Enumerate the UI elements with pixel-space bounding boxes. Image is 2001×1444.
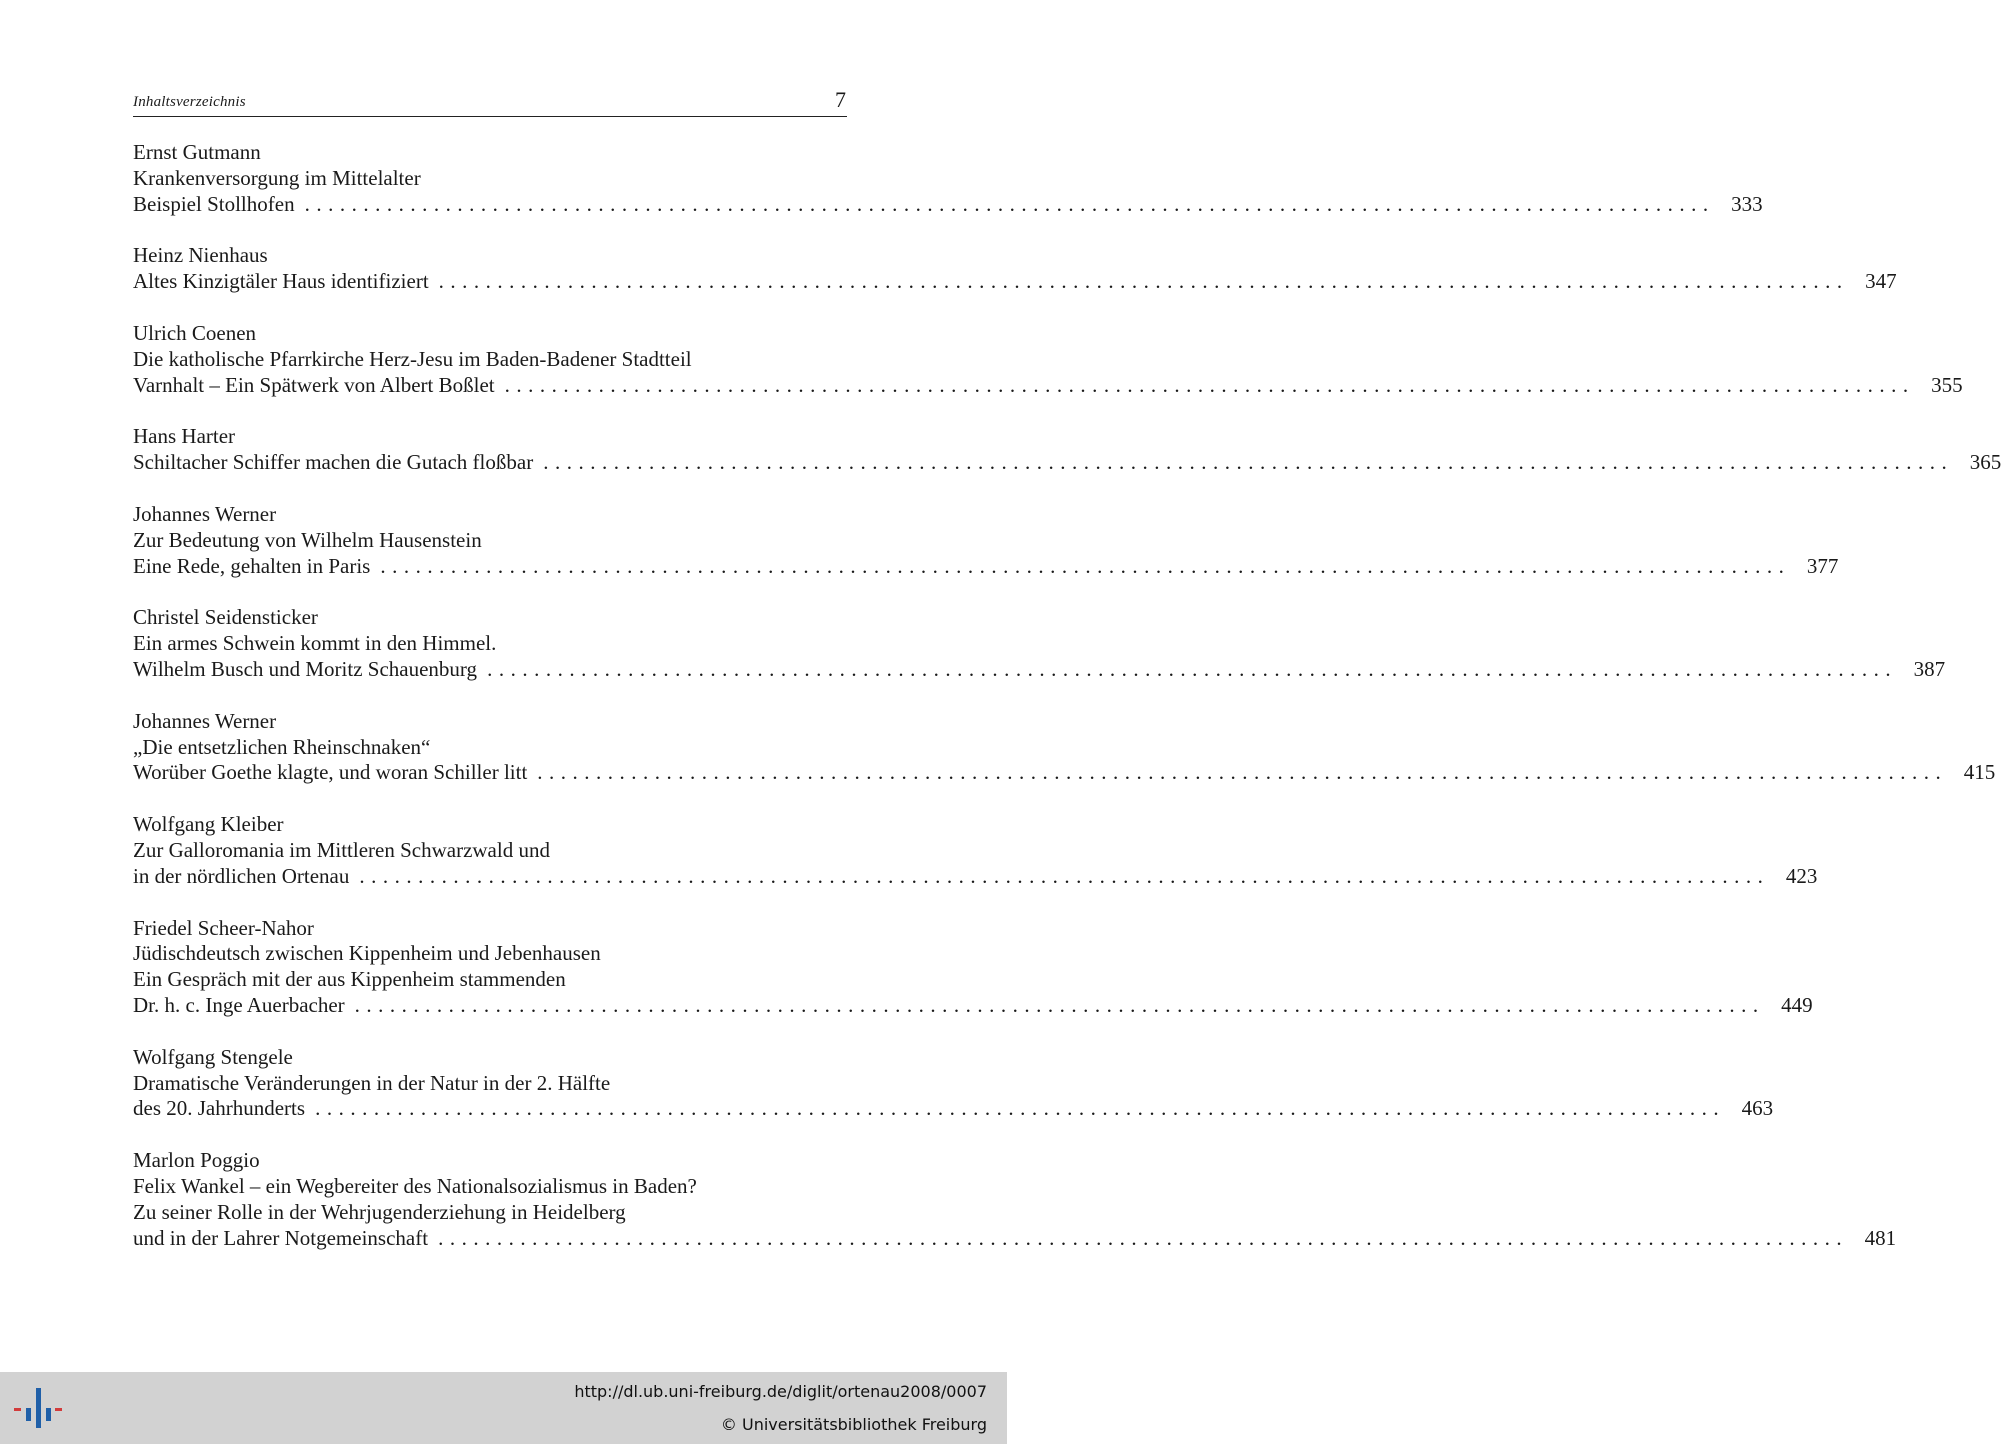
toc-title-line: Zur Bedeutung von Wilhelm Hausenstein (133, 527, 482, 552)
toc-page-number: 365 (1969, 450, 2001, 475)
toc-author: Wolfgang Stengele (133, 1044, 293, 1069)
toc-title-last-line (133, 656, 1946, 683)
page-number: 7 (835, 87, 846, 112)
toc-entry (133, 812, 1818, 889)
toc-title-last-line (133, 269, 1897, 295)
toc-title-last-line (133, 191, 1763, 218)
toc-author: Friedel Scheer-Nahor (133, 915, 314, 940)
toc-page-number: 463 (1741, 1096, 1774, 1121)
toc-title-text: Schiltacher Schiffer machen die Gutach floßbar (133, 450, 534, 475)
toc-page-number: 481 (1864, 1225, 1897, 1250)
toc-entry (133, 708, 1996, 786)
dot-leader: ........................................................................................................................ (315, 1096, 1726, 1121)
toc-title-line: Felix Wankel – ein Wegbereiter des Nationalsozialismus in Baden? (133, 1173, 697, 1198)
toc-title-last-line (133, 372, 1963, 399)
toc-title-last-line (133, 863, 1818, 890)
toc-entry (133, 1148, 1897, 1251)
running-head: Inhaltsverzeichnis (133, 94, 246, 110)
toc-title-line: Jüdischdeutsch zwischen Kippenheim und Jebenhausen (133, 941, 601, 966)
page-header (133, 86, 847, 117)
toc-entry (133, 424, 2001, 476)
toc-title-last-line (133, 450, 2001, 476)
toc-page-number: 333 (1731, 191, 1763, 216)
dot-leader: ........................................................................................................................ (438, 1225, 1849, 1250)
footer-url[interactable]: http://dl.ub.uni-freiburg.de/diglit/ortenau2008/0007 (574, 1382, 987, 1401)
toc-title-last-line (133, 553, 1839, 580)
toc-page-number: 347 (1865, 269, 1897, 294)
toc-title-line: Ein Gespräch mit der aus Kippenheim stammenden (133, 967, 566, 992)
toc-title-text: Altes Kinzigtäler Haus identifiziert (133, 269, 429, 294)
toc-page-number: 377 (1806, 553, 1839, 578)
toc-author: Johannes Werner (133, 501, 277, 526)
toc-page-number: 423 (1785, 863, 1818, 888)
dot-leader: ........................................................................................................................ (537, 760, 1948, 785)
ub-freiburg-logo-icon (12, 1386, 64, 1430)
toc-title-last-line (133, 760, 1996, 786)
toc-page-number: 387 (1913, 656, 1946, 681)
toc-title-text: des 20. Jahrhunderts (133, 1096, 306, 1121)
toc-title-line: Krankenversorgung im Mittelalter (133, 165, 421, 190)
toc-title-text: in der nördlichen Ortenau (133, 863, 350, 888)
toc-title-line: Zur Galloromania im Mittleren Schwarzwald und (133, 837, 550, 862)
footer-copyright: © Universitätsbibliothek Freiburg (720, 1415, 987, 1434)
toc-author: Christel Seidensticker (133, 605, 318, 630)
dot-leader: ........................................................................................................................ (304, 191, 1715, 216)
toc-author: Marlon Poggio (133, 1148, 260, 1173)
dot-leader: ........................................................................................................................ (438, 269, 1849, 294)
toc-entry (133, 915, 1813, 1019)
toc-title-last-line (133, 992, 1813, 1019)
toc-author: Ulrich Coenen (133, 320, 257, 345)
toc-author: Hans Harter (133, 424, 236, 449)
toc-title-line: Ein armes Schwein kommt in den Himmel. (133, 631, 497, 656)
dot-leader: ........................................................................................................................ (380, 553, 1791, 578)
toc-entry (133, 140, 1763, 217)
toc-author: Heinz Nienhaus (133, 243, 268, 268)
toc-title-line: Dramatische Veränderungen in der Natur in der 2. Hälfte (133, 1070, 611, 1095)
toc-entry (133, 243, 1897, 295)
toc-entry (133, 1044, 1774, 1122)
toc-title-last-line (133, 1225, 1897, 1252)
footer-bar (0, 1372, 1007, 1444)
toc-author: Johannes Werner (133, 708, 277, 733)
dot-leader: ........................................................................................................................ (354, 992, 1765, 1017)
toc-title-text: Beispiel Stollhofen (133, 191, 295, 216)
toc-title-text: Varnhalt – Ein Spätwerk von Albert Boßlet (133, 372, 495, 397)
toc-entry (133, 320, 1963, 398)
dot-leader: ........................................................................................................................ (487, 656, 1898, 681)
toc-title-text: Eine Rede, gehalten in Paris (133, 553, 371, 578)
dot-leader: ........................................................................................................................ (504, 372, 1915, 397)
toc-entry (133, 501, 1839, 579)
toc-title-text: und in der Lahrer Notgemeinschaft (133, 1225, 429, 1250)
toc-author: Wolfgang Kleiber (133, 812, 284, 837)
toc-page-number: 355 (1931, 372, 1963, 397)
toc-title-line: Zu seiner Rolle in der Wehrjugenderziehung in Heidelberg (133, 1199, 626, 1224)
dot-leader: ........................................................................................................................ (543, 450, 1954, 475)
toc-title-text: Worüber Goethe klagte, und woran Schiller litt (133, 760, 528, 785)
table-of-contents (133, 140, 2001, 1277)
toc-title-text: Wilhelm Busch und Moritz Schauenburg (133, 656, 478, 681)
toc-page-number: 449 (1781, 992, 1813, 1017)
toc-title-line: „Die entsetzlichen Rheinschnaken“ (133, 734, 431, 759)
toc-entry (133, 605, 1946, 682)
toc-title-last-line (133, 1096, 1774, 1122)
toc-author: Ernst Gutmann (133, 140, 261, 164)
toc-title-text: Dr. h. c. Inge Auerbacher (133, 992, 345, 1017)
dot-leader: ........................................................................................................................ (359, 863, 1770, 888)
toc-page-number: 415 (1963, 760, 1996, 785)
toc-title-line: Die katholische Pfarrkirche Herz-Jesu im Baden-Badener Stadtteil (133, 346, 692, 371)
